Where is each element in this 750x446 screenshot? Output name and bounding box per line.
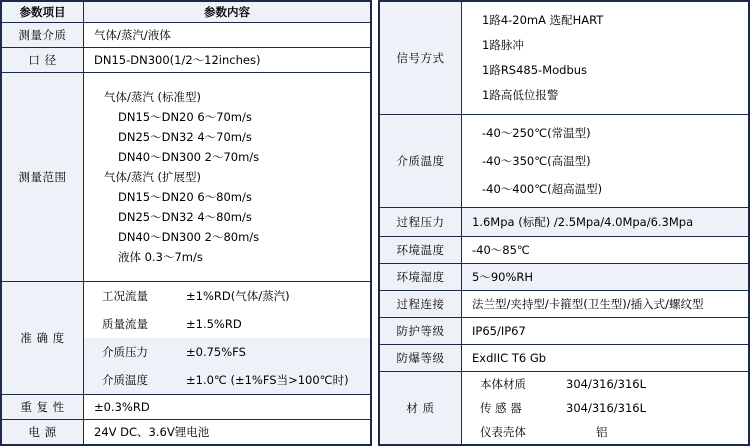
- label-measuring-range: 测量范围: [2, 73, 84, 282]
- material-row: [462, 396, 748, 420]
- accuracy-name-medium-pressure: 介质压力: [102, 345, 148, 360]
- value-repeatability: ±0.3%RD: [84, 395, 371, 420]
- left-spec-table: [1, 1, 371, 445]
- medium-temperature-list: [472, 116, 748, 206]
- table-row-material: [380, 372, 749, 445]
- value-ambient-humidity: 5〜90%RH: [462, 264, 749, 291]
- accuracy-row: [84, 366, 370, 394]
- value-protection-grade: IP65/IP67: [462, 318, 749, 345]
- label-power-supply: 电 源: [2, 420, 84, 445]
- label-repeatability: 重 复 性: [2, 395, 84, 420]
- value-process-connection: 法兰型/夹持型/卡箍型(卫生型)/插入式/螺纹型: [462, 291, 749, 318]
- list-item: 气体/蒸汽 (标准型): [104, 90, 202, 105]
- value-measuring-range: [84, 73, 371, 282]
- list-item: DN25〜DN32 4〜70m/s: [118, 130, 252, 145]
- label-material: 材 质: [380, 372, 462, 445]
- list-item: -40〜400℃(超高温型): [482, 182, 603, 196]
- value-signal-type: [462, 2, 749, 115]
- accuracy-value-medium-pressure: ±0.75%FS: [186, 345, 246, 360]
- table-row: [2, 48, 371, 73]
- list-item: DN25〜DN32 4〜80m/s: [118, 210, 252, 225]
- label-protection-grade: 防护等级: [380, 318, 462, 345]
- table-row: [380, 237, 749, 264]
- accuracy-name-working-flow: 工况流量: [102, 289, 148, 304]
- material-row: [462, 372, 748, 396]
- list-item: 液体 0.3〜7m/s: [118, 250, 203, 265]
- table-row: [2, 395, 371, 420]
- table-row: [380, 208, 749, 237]
- label-explosion-proof-grade: 防爆等级: [380, 345, 462, 372]
- accuracy-row: [84, 310, 370, 338]
- list-item: 1路高低位报警: [482, 88, 559, 102]
- accuracy-name-medium-temperature: 介质温度: [102, 373, 148, 387]
- table-row: [2, 420, 371, 445]
- value-diameter: DN15-DN300(1/2〜12inches): [84, 48, 371, 73]
- table-row-accuracy: [2, 282, 371, 395]
- value-ambient-temperature: -40〜85℃: [462, 237, 749, 264]
- list-item: -40〜350℃(高温型): [482, 154, 591, 168]
- accuracy-row: [84, 338, 370, 366]
- table-row: [380, 318, 749, 345]
- table-row: [380, 264, 749, 291]
- label-medium-temperature: 介质温度: [380, 115, 462, 208]
- header-parameter-content: 参数内容: [84, 2, 371, 23]
- right-spec-table-panel: [378, 0, 750, 446]
- accuracy-value-mass-flow: ±1.5%RD: [186, 317, 242, 332]
- value-explosion-proof-grade: ExdIIC T6 Gb: [462, 345, 749, 372]
- list-item: DN15〜DN20 6〜70m/s: [118, 110, 252, 125]
- accuracy-row: [84, 282, 370, 310]
- material-value-sensor: 304/316/316L: [566, 401, 647, 415]
- header-parameter-item: 参数项目: [2, 2, 84, 23]
- label-measuring-medium: 测量介质: [2, 23, 84, 48]
- accuracy-name-mass-flow: 质量流量: [102, 317, 148, 332]
- list-item: DN15〜DN20 6〜80m/s: [118, 190, 252, 205]
- table-row-measuring-range: [2, 73, 371, 282]
- label-process-connection: 过程连接: [380, 291, 462, 318]
- value-power-supply: 24V DC、3.6V锂电池: [84, 420, 371, 445]
- material-value-housing: 铝: [596, 425, 608, 439]
- list-item: -40〜250℃(常温型): [482, 126, 591, 140]
- table-row: [2, 23, 371, 48]
- material-row: [462, 420, 748, 444]
- label-signal-type: 信号方式: [380, 2, 462, 115]
- material-value-body: 304/316/316L: [566, 377, 647, 391]
- accuracy-value-working-flow: ±1%RD(气体/蒸汽): [186, 289, 290, 304]
- value-medium-temperature: [462, 115, 749, 208]
- material-name-body: 本体材质: [480, 377, 526, 391]
- table-row: [380, 291, 749, 318]
- table-row: [380, 345, 749, 372]
- material-name-housing: 仪表壳体: [480, 425, 526, 439]
- label-ambient-temperature: 环境温度: [380, 237, 462, 264]
- value-measuring-medium: 气体/蒸汽/液体: [84, 23, 371, 48]
- list-item: DN40〜DN300 2〜70m/s: [118, 150, 260, 165]
- value-accuracy: [84, 282, 371, 395]
- label-process-pressure: 过程压力: [380, 208, 462, 237]
- measuring-range-list: [94, 84, 370, 270]
- label-accuracy: 准 确 度: [2, 282, 84, 395]
- list-item: DN40〜DN300 2〜80m/s: [118, 230, 260, 245]
- list-item: 1路RS485-Modbus: [482, 63, 588, 77]
- list-item: 1路4-20mA 选配HART: [482, 13, 604, 27]
- label-diameter: 口 径: [2, 48, 84, 73]
- accuracy-value-medium-temperature: ±1.0℃ (±1%FS当>100℃时): [186, 373, 349, 387]
- table-header-row: [2, 2, 371, 23]
- label-ambient-humidity: 环境湿度: [380, 264, 462, 291]
- signal-type-list: [472, 5, 748, 111]
- material-name-sensor: 传 感 器: [480, 401, 522, 415]
- table-row-medium-temperature: [380, 115, 749, 208]
- list-item: 气体/蒸汽 (扩展型): [104, 170, 202, 185]
- right-spec-table: [379, 1, 749, 445]
- value-process-pressure: 1.6Mpa (标配) /2.5Mpa/4.0Mpa/6.3Mpa: [462, 208, 749, 237]
- list-item: 1路脉冲: [482, 38, 524, 52]
- value-material: [462, 372, 749, 445]
- table-row-signal-type: [380, 2, 749, 115]
- left-spec-table-panel: [0, 0, 372, 446]
